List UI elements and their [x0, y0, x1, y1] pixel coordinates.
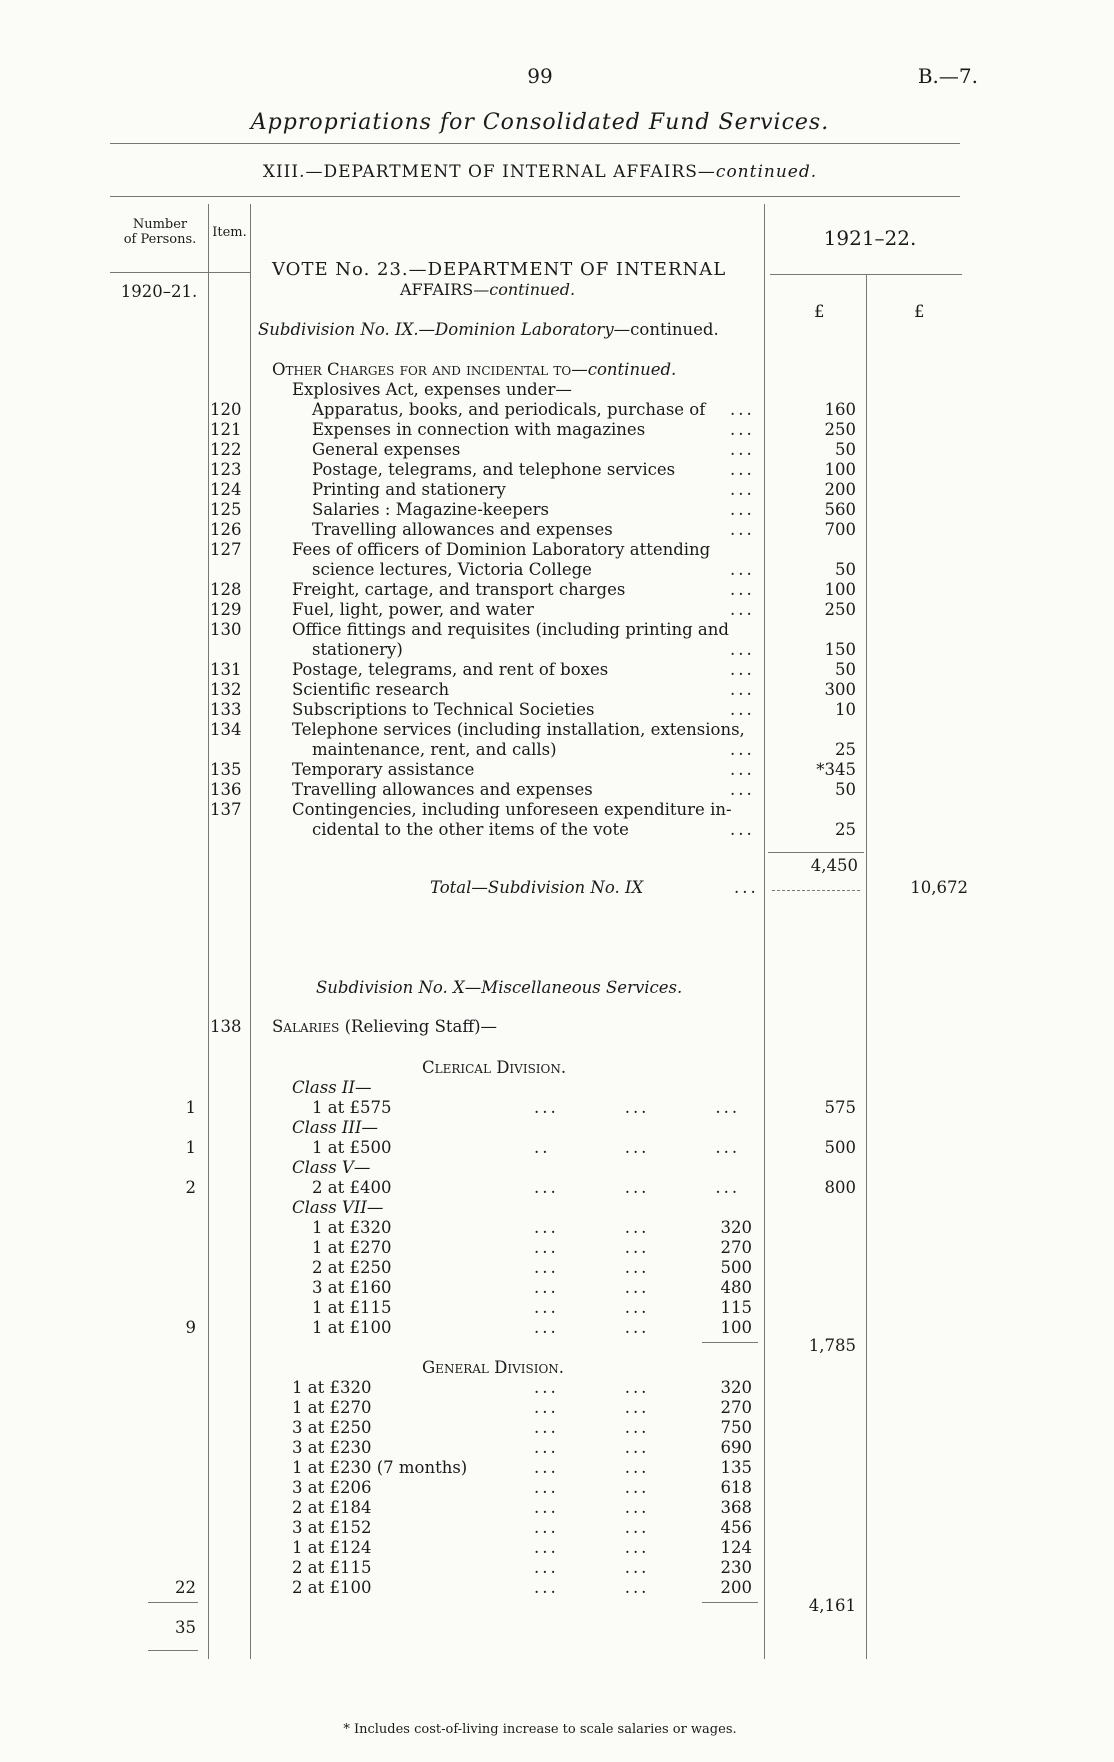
charge-amount: 250: [824, 420, 856, 439]
subtotal-rule: [768, 852, 864, 853]
item-number: 133: [210, 700, 242, 719]
general-line: 2 at £100: [292, 1578, 372, 1597]
class-vii-line: 3 at £160: [312, 1278, 392, 1297]
leader: ...: [730, 780, 755, 799]
general-amount: 456: [720, 1518, 752, 1537]
subdivision-ix-heading: Subdivision No. IX.—Dominion Laboratory—continued.: [258, 320, 719, 339]
department-heading: XIII.—DEPARTMENT OF INTERNAL AFFAIRS—continued.: [262, 162, 818, 182]
class-iii-heading: Class III—: [292, 1118, 378, 1137]
item-header: Item.: [212, 225, 247, 240]
general-line: 1 at £124: [292, 1538, 372, 1557]
leader: ...: [730, 820, 755, 839]
class-v-amount: 800: [824, 1178, 856, 1197]
class-vii-rule: [702, 1342, 758, 1343]
class-vii-total: 1,785: [808, 1336, 856, 1355]
leader: ...: [730, 600, 755, 619]
amount-column-rule: [866, 274, 867, 1659]
class-vii-amount: 115: [720, 1298, 752, 1317]
general-amount: 320: [720, 1378, 752, 1397]
leader: ... ...: [534, 1418, 650, 1437]
class-iii-amount: 500: [824, 1138, 856, 1157]
class-vii-amount: 320: [720, 1218, 752, 1237]
total-ix-rule: [772, 890, 860, 891]
leader: ...: [730, 520, 755, 539]
total-persons: 35: [175, 1618, 196, 1637]
persons-header: Number of Persons.: [123, 217, 197, 247]
leader: ... ...: [534, 1398, 650, 1417]
general-amount: 690: [720, 1438, 752, 1457]
class-vii-amount: 500: [720, 1258, 752, 1277]
leader: ...: [730, 660, 755, 679]
class-v-heading: Class V—: [292, 1158, 371, 1177]
leader: ... ...: [534, 1518, 650, 1537]
charge-amount: 150: [824, 640, 856, 659]
item-number: 127: [210, 540, 242, 559]
item-column-rule: [250, 204, 251, 1659]
charge-amount: 25: [835, 820, 856, 839]
persons-column-rule: [208, 204, 209, 1659]
leader: ...: [730, 460, 755, 479]
leader: ... ...: [534, 1498, 650, 1517]
general-rule: [702, 1602, 758, 1603]
leader: ... ... ...: [534, 1178, 741, 1197]
vote-heading: VOTE No. 23.—DEPARTMENT OF INTERNAL: [272, 259, 727, 280]
table-top-rule: [110, 196, 960, 197]
leader: ...: [730, 560, 755, 579]
pound-sign-2: £: [914, 302, 925, 321]
class-vii-amount: 100: [720, 1318, 752, 1337]
charge-amount: 560: [824, 500, 856, 519]
general-amount: 618: [720, 1478, 752, 1497]
charge-description: Apparatus, books, and periodicals, purchase of: [312, 400, 706, 419]
general-line: 3 at £206: [292, 1478, 372, 1497]
general-line: 3 at £152: [292, 1518, 372, 1537]
page-number: 99: [527, 64, 553, 88]
leader: ... ...: [534, 1578, 650, 1597]
charge-description: Expenses in connection with magazines: [312, 420, 646, 439]
charge-description-cont: cidental to the other items of the vote: [312, 820, 629, 839]
item-number: 124: [210, 480, 242, 499]
charge-description: Travelling allowances and expenses: [312, 520, 613, 539]
subdivision-x-heading: Subdivision No. X—Miscellaneous Services.: [316, 978, 683, 997]
persons-bottom-rule: [148, 1650, 198, 1651]
charge-amount: 300: [824, 680, 856, 699]
charge-amount: *345: [816, 760, 856, 779]
item-number: 136: [210, 780, 242, 799]
salaries-heading: Salaries (Relieving Staff)—: [272, 1017, 498, 1036]
leader: ... ...: [534, 1278, 650, 1297]
leader: ...: [730, 640, 755, 659]
total-ix-leader: ...: [734, 878, 759, 897]
year-header: 1921–22.: [823, 226, 917, 250]
class-vii-line: 1 at £100: [312, 1318, 392, 1337]
persons-total-rule: [148, 1602, 198, 1603]
general-total: 4,161: [808, 1596, 856, 1615]
explosives-act-heading: Explosives Act, expenses under—: [292, 380, 572, 399]
class-vii-line: 1 at £320: [312, 1218, 392, 1237]
general-amount: 230: [720, 1558, 752, 1577]
charge-description: Fuel, light, power, and water: [292, 600, 534, 619]
item-number: 126: [210, 520, 242, 539]
other-charges-heading: Other Charges for and incidental to—continued.: [272, 360, 677, 379]
general-amount: 750: [720, 1418, 752, 1437]
class-iii-persons: 1: [185, 1138, 196, 1157]
general-line: 1 at £230 (7 months): [292, 1458, 468, 1477]
charge-amount: 100: [824, 460, 856, 479]
charge-description: Printing and stationery: [312, 480, 506, 499]
general-amount: 270: [720, 1398, 752, 1417]
leader: ...: [730, 680, 755, 699]
class-vii-line: 1 at £115: [312, 1298, 392, 1317]
class-vii-line: 2 at £250: [312, 1258, 392, 1277]
leader: ...: [730, 740, 755, 759]
leader: ...: [730, 480, 755, 499]
leader: ... ...: [534, 1258, 650, 1277]
item-number: 137: [210, 800, 242, 819]
leader: ...: [730, 420, 755, 439]
general-amount: 368: [720, 1498, 752, 1517]
item-number: 134: [210, 720, 242, 739]
general-line: 3 at £250: [292, 1418, 372, 1437]
item-number: 129: [210, 600, 242, 619]
item-number: 132: [210, 680, 242, 699]
item-number: 120: [210, 400, 242, 419]
charge-amount: 700: [824, 520, 856, 539]
class-v-persons: 2: [185, 1178, 196, 1197]
item-header-rule: [208, 272, 250, 273]
general-amount: 124: [720, 1538, 752, 1557]
pound-sign-1: £: [814, 302, 825, 321]
leader: ... ...: [534, 1458, 650, 1477]
subtotal-amount: 4,450: [810, 856, 858, 875]
leader: ... ...: [534, 1378, 650, 1397]
charge-description: Subscriptions to Technical Societies: [292, 700, 595, 719]
charge-amount: 250: [824, 600, 856, 619]
title-rule: [110, 143, 960, 144]
charge-description: Temporary assistance: [292, 760, 475, 779]
class-ii-heading: Class II—: [292, 1078, 372, 1097]
class-ii-line: 1 at £575: [312, 1098, 392, 1117]
general-persons: 22: [175, 1578, 196, 1597]
leader: ...: [730, 400, 755, 419]
charge-description: Freight, cartage, and transport charges: [292, 580, 626, 599]
leader: ... ...: [534, 1218, 650, 1237]
leader: ... ... ...: [534, 1098, 741, 1117]
general-amount: 135: [720, 1458, 752, 1477]
item-number: 122: [210, 440, 242, 459]
item-number: 135: [210, 760, 242, 779]
total-ix-label: Total—Subdivision No. IX: [430, 878, 644, 897]
leader: ...: [730, 580, 755, 599]
item-138: 138: [210, 1017, 242, 1036]
class-v-line: 2 at £400: [312, 1178, 392, 1197]
leader: .. ... ...: [534, 1138, 741, 1157]
item-number: 121: [210, 420, 242, 439]
leader: ... ...: [534, 1558, 650, 1577]
general-division-heading: General Division.: [422, 1358, 565, 1377]
item-number: 130: [210, 620, 242, 639]
charge-description: Postage, telegrams, and rent of boxes: [292, 660, 609, 679]
charge-description: Scientific research: [292, 680, 450, 699]
page-title: Appropriations for Consolidated Fund Services.: [250, 110, 830, 135]
leader: ...: [730, 500, 755, 519]
general-amount: 200: [720, 1578, 752, 1597]
class-vii-amount: 270: [720, 1238, 752, 1257]
charge-description-cont: maintenance, rent, and calls): [312, 740, 557, 759]
charge-description: Salaries : Magazine-keepers: [312, 500, 549, 519]
class-ii-persons: 1: [185, 1098, 196, 1117]
general-line: 1 at £320: [292, 1378, 372, 1397]
leader: ... ...: [534, 1238, 650, 1257]
general-line: 1 at £270: [292, 1398, 372, 1417]
footnote: * Includes cost-of-living increase to scale salaries or wages.: [343, 1722, 737, 1737]
charge-amount: 160: [824, 400, 856, 419]
item-number: 123: [210, 460, 242, 479]
class-ii-amount: 575: [824, 1098, 856, 1117]
charge-amount: 10: [835, 700, 856, 719]
general-line: 2 at £115: [292, 1558, 372, 1577]
leader: ...: [730, 440, 755, 459]
charge-description: General expenses: [312, 440, 461, 459]
charge-description: Postage, telegrams, and telephone services: [312, 460, 676, 479]
persons-year: 1920–21.: [120, 282, 198, 301]
leader: ... ...: [534, 1318, 650, 1337]
charge-amount: 50: [835, 660, 856, 679]
charge-description: Fees of officers of Dominion Laboratory attending: [292, 540, 711, 559]
persons-header-rule: [110, 272, 208, 273]
charge-description: Contingencies, including unforeseen expenditure in-: [292, 800, 732, 819]
class-vii-line: 1 at £270: [312, 1238, 392, 1257]
leader: ... ...: [534, 1538, 650, 1557]
class-vii-persons: 9: [185, 1318, 196, 1337]
class-vii-amount: 480: [720, 1278, 752, 1297]
document-reference: B.—7.: [917, 64, 978, 88]
leader: ...: [730, 760, 755, 779]
charge-amount: 50: [835, 780, 856, 799]
charge-description-cont: stationery): [312, 640, 403, 659]
leader: ... ...: [534, 1438, 650, 1457]
class-vii-heading: Class VII—: [292, 1198, 384, 1217]
item-number: 131: [210, 660, 242, 679]
clerical-division-heading: Clerical Division.: [422, 1058, 567, 1077]
year-header-rule: [770, 274, 962, 275]
class-iii-line: 1 at £500: [312, 1138, 392, 1157]
charge-description: Travelling allowances and expenses: [292, 780, 593, 799]
charge-description: Office fittings and requisites (including printing and: [292, 620, 729, 639]
item-number: 125: [210, 500, 242, 519]
total-ix-amount: 10,672: [910, 878, 968, 897]
leader: ... ...: [534, 1298, 650, 1317]
vote-heading-cont: AFFAIRS—continued.: [400, 280, 576, 299]
leader: ... ...: [534, 1478, 650, 1497]
general-line: 2 at £184: [292, 1498, 372, 1517]
charge-amount: 50: [835, 560, 856, 579]
charge-description-cont: science lectures, Victoria College: [312, 560, 592, 579]
charge-description: Telephone services (including installation, extensions,: [292, 720, 745, 739]
charge-amount: 100: [824, 580, 856, 599]
charge-amount: 50: [835, 440, 856, 459]
charge-amount: 200: [824, 480, 856, 499]
charge-amount: 25: [835, 740, 856, 759]
general-line: 3 at £230: [292, 1438, 372, 1457]
item-number: 128: [210, 580, 242, 599]
desc-column-rule: [764, 204, 765, 1659]
leader: ...: [730, 700, 755, 719]
